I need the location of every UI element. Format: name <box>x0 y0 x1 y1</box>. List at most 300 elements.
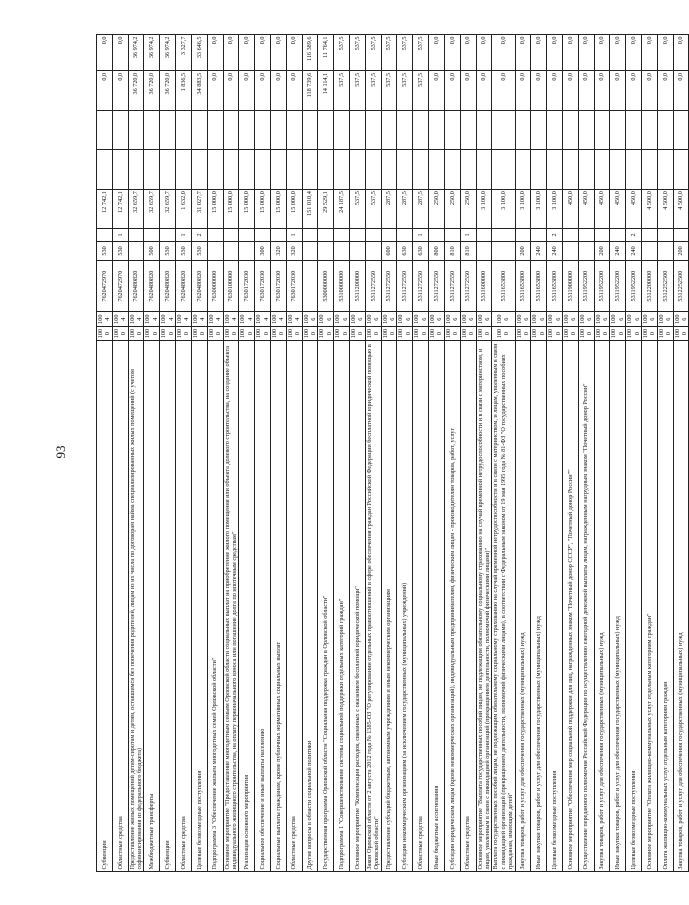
section-code-cell: 1000 <box>594 327 610 341</box>
row-name-cell: Социальное обеспечение и иные выплаты населению <box>255 341 271 872</box>
target-article-code-cell: 5311600000 <box>476 261 492 312</box>
value-3-cell <box>207 110 223 149</box>
value-5-cell: 116 389,6 <box>302 35 318 71</box>
funding-code-cell: 1 <box>413 229 429 242</box>
value-2-cell <box>562 150 578 189</box>
value-2-cell <box>223 150 239 189</box>
value-4-cell: 34 883,5 <box>191 71 207 110</box>
value-4-cell: 537,5 <box>413 71 429 110</box>
target-article-code-cell: 5311272550 <box>381 261 397 312</box>
value-3-cell <box>239 110 255 149</box>
expense-type-code-cell <box>642 241 658 260</box>
section-code-cell: 1000 <box>515 327 531 341</box>
value-5-cell: 36 974,2 <box>160 35 176 71</box>
section-code-cell: 1000 <box>562 327 578 341</box>
funding-code-cell: 2 <box>191 229 207 242</box>
value-1-cell: 3 100,0 <box>547 189 563 228</box>
value-5-cell: 0,0 <box>444 35 460 71</box>
table-row <box>365 35 381 872</box>
section-code-cell: 1000 <box>429 327 445 341</box>
value-2-cell <box>610 150 626 189</box>
value-5-cell: 0,0 <box>610 35 626 71</box>
row-name-cell: Целевые безвозмездные поступления <box>626 341 642 872</box>
expense-type-code-cell: 810 <box>460 241 476 260</box>
row-name-cell: Межбюджетные трансферты <box>144 341 160 872</box>
row-name-cell: Подпрограмма 3 "Обеспечение жильем многодетных семей Орловской области" <box>207 341 223 872</box>
value-3-cell <box>255 110 271 149</box>
value-3-cell <box>112 110 128 149</box>
value-5-cell: 0,0 <box>429 35 445 71</box>
subsection-code-cell: 1006 <box>381 312 397 327</box>
value-2-cell <box>460 150 476 189</box>
section-code-cell: 1000 <box>128 327 144 341</box>
value-2-cell <box>531 150 547 189</box>
value-3-cell <box>397 110 413 149</box>
value-4-cell: 0,0 <box>239 71 255 110</box>
value-3-cell <box>626 110 642 149</box>
funding-code-cell <box>381 229 397 242</box>
budget-table <box>96 34 689 872</box>
value-4-cell: 0,0 <box>112 71 128 110</box>
value-2-cell <box>642 150 658 189</box>
value-2-cell <box>547 150 563 189</box>
expense-type-code-cell: 530 <box>191 241 207 260</box>
value-1-cell: 450,0 <box>610 189 626 228</box>
target-article-code-cell: 5311653800 <box>531 261 547 312</box>
expense-type-code-cell <box>223 241 239 260</box>
target-article-code-cell: 5312200000 <box>642 261 658 312</box>
section-code-cell: 1000 <box>460 327 476 341</box>
table-row <box>626 35 642 872</box>
table-row <box>191 35 207 872</box>
subsection-code-cell: 1006 <box>444 312 460 327</box>
value-4-cell: 0,0 <box>673 71 689 110</box>
expense-type-code-cell: 600 <box>381 241 397 260</box>
table-row <box>642 35 658 872</box>
table-body <box>97 35 689 872</box>
value-4-cell: 537,5 <box>381 71 397 110</box>
value-3-cell <box>578 110 594 149</box>
expense-type-code-cell: 530 <box>176 241 192 260</box>
value-4-cell: 537,5 <box>334 71 350 110</box>
table-row <box>460 35 476 872</box>
target-article-code-cell: 5311952200 <box>610 261 626 312</box>
value-5-cell: 537,5 <box>365 35 381 71</box>
table-row <box>610 35 626 872</box>
section-code-cell: 1000 <box>492 327 515 341</box>
target-article-code-cell: 5311272550 <box>365 261 381 312</box>
value-3-cell <box>515 110 531 149</box>
value-2-cell <box>657 150 673 189</box>
value-5-cell: 537,5 <box>413 35 429 71</box>
value-1-cell: 15 000,0 <box>239 189 255 228</box>
target-article-code-cell: 7630172030 <box>270 261 286 312</box>
subsection-code-cell: 1006 <box>578 312 594 327</box>
row-name-cell: Субсидии юридическим лицам (кроме некоммерческих организаций), индивидуальным предпринимателям, физическим лицам - производителям товаров, работ, услуг <box>444 341 460 872</box>
value-1-cell: 287,5 <box>397 189 413 228</box>
value-2-cell <box>594 150 610 189</box>
value-5-cell: 0,0 <box>286 35 302 71</box>
subsection-code-cell: 1006 <box>626 312 642 327</box>
target-article-code-cell: 5311952200 <box>626 261 642 312</box>
expense-type-code-cell: 530 <box>97 241 113 260</box>
value-2-cell <box>350 150 366 189</box>
funding-code-cell <box>144 229 160 242</box>
value-2-cell <box>578 150 594 189</box>
section-code-cell: 1000 <box>642 327 658 341</box>
subsection-code-cell: 1006 <box>610 312 626 327</box>
value-3-cell <box>610 110 626 149</box>
subsection-code-cell: 1006 <box>476 312 492 327</box>
target-article-code-cell: 5311653800 <box>492 261 515 312</box>
value-1-cell: 12 742,1 <box>97 189 113 228</box>
value-4-cell: 36 720,0 <box>144 71 160 110</box>
subsection-code-cell: 1006 <box>492 312 515 327</box>
table-row <box>492 35 515 872</box>
section-code-cell: 1000 <box>112 327 128 341</box>
row-name-cell: Закон Орловской области от 2 августа 2012 года № 1385-ОЗ "О регулировании отдельных правоотношений в сфере обеспечения граждан Российской Федерации бесплатной юридической помощью в Орловской области" <box>365 341 381 872</box>
table-row <box>476 35 492 872</box>
section-code-cell: 1000 <box>657 327 673 341</box>
value-2-cell <box>334 150 350 189</box>
funding-code-cell <box>562 229 578 242</box>
value-5-cell: 36 974,2 <box>144 35 160 71</box>
target-article-code-cell: 5300000000 <box>318 261 334 312</box>
section-code-cell: 1000 <box>97 327 113 341</box>
value-4-cell: 0,0 <box>610 71 626 110</box>
value-3-cell <box>531 110 547 149</box>
target-article-code-cell: 7620480820 <box>176 261 192 312</box>
subsection-code-cell: 1004 <box>176 312 192 327</box>
row-name-cell: Другие вопросы в области социальной политики <box>302 341 318 872</box>
funding-code-cell: 2 <box>626 229 642 242</box>
table-row <box>112 35 128 872</box>
target-article-code-cell: 7630000000 <box>207 261 223 312</box>
subsection-code-cell: 1006 <box>365 312 381 327</box>
expense-type-code-cell: 240 <box>547 241 563 260</box>
subsection-code-cell: 1004 <box>97 312 113 327</box>
value-1-cell: 4 500,0 <box>657 189 673 228</box>
section-code-cell: 1000 <box>476 327 492 341</box>
value-4-cell: 0,0 <box>223 71 239 110</box>
value-1-cell: 24 187,5 <box>334 189 350 228</box>
value-5-cell: 0,0 <box>255 35 271 71</box>
funding-code-cell <box>350 229 366 242</box>
row-name-cell: Предоставление субсидий бюджетным, автономным учреждениям и иным некоммерческим организациям <box>381 341 397 872</box>
value-4-cell: 0,0 <box>444 71 460 110</box>
expense-type-code-cell <box>365 241 381 260</box>
value-3-cell <box>334 110 350 149</box>
subsection-code-cell: 1006 <box>413 312 429 327</box>
section-code-cell: 1000 <box>365 327 381 341</box>
expense-type-code-cell: 200 <box>673 241 689 260</box>
value-3-cell <box>365 110 381 149</box>
subsection-code-cell: 1004 <box>270 312 286 327</box>
expense-type-code-cell <box>476 241 492 260</box>
row-name-cell: Предоставление жилых помещений детям-сиротам и детям, оставшимся без попечения родителей, лицам из их числа по договорам найма специализированных жилых помещений (с учетом софинансирования из федерального бюджета) <box>128 341 144 872</box>
value-5-cell: 0,0 <box>547 35 563 71</box>
funding-code-cell <box>515 229 531 242</box>
subsection-code-cell: 1006 <box>673 312 689 327</box>
value-1-cell: 287,5 <box>381 189 397 228</box>
funding-code-cell <box>223 229 239 242</box>
value-3-cell <box>594 110 610 149</box>
value-1-cell: 1 632,0 <box>176 189 192 228</box>
table-row <box>160 35 176 872</box>
value-3-cell <box>547 110 563 149</box>
subsection-code-cell: 1004 <box>207 312 223 327</box>
value-1-cell: 4 500,0 <box>673 189 689 228</box>
row-name-cell: Основное мероприятие "Предоставление многодетным семьям Орловской области социальных выплат на приобретение жилого помещения или объекта долевого строительства, на создание объекта индивидуального жилищного строительства, на оплату первоначального взноса или погашение долга по ипотечным средствам" <box>223 341 239 872</box>
row-name-cell: Подпрограмма 1 "Совершенствование системы социальной поддержки отдельных категорий граждан" <box>334 341 350 872</box>
table-row <box>223 35 239 872</box>
value-5-cell: 0,0 <box>642 35 658 71</box>
value-5-cell: 0,0 <box>460 35 476 71</box>
table-row <box>381 35 397 872</box>
value-3-cell <box>144 110 160 149</box>
value-4-cell: 0,0 <box>515 71 531 110</box>
value-5-cell: 11 764,1 <box>318 35 334 71</box>
table-row <box>350 35 366 872</box>
expense-type-code-cell <box>657 241 673 260</box>
target-article-code-cell: 7620480820 <box>160 261 176 312</box>
value-2-cell <box>302 150 318 189</box>
value-5-cell: 0,0 <box>657 35 673 71</box>
section-code-cell: 1000 <box>207 327 223 341</box>
target-article-code-cell: 7620480820 <box>191 261 207 312</box>
section-code-cell: 1000 <box>334 327 350 341</box>
table-row <box>578 35 594 872</box>
row-name-cell: Областные средства <box>460 341 476 872</box>
value-2-cell <box>365 150 381 189</box>
expense-type-code-cell: 630 <box>397 241 413 260</box>
subsection-code-cell: 1004 <box>112 312 128 327</box>
value-1-cell: 537,5 <box>350 189 366 228</box>
subsection-code-cell: 1004 <box>160 312 176 327</box>
value-1-cell: 450,0 <box>578 189 594 228</box>
value-4-cell: 537,5 <box>350 71 366 110</box>
value-1-cell: 450,0 <box>594 189 610 228</box>
value-3-cell <box>444 110 460 149</box>
value-1-cell: 537,5 <box>365 189 381 228</box>
section-code-cell: 1000 <box>626 327 642 341</box>
row-name-cell: Иные закупки товаров, работ и услуг для обеспечения государственных (муниципальных) нужд <box>610 341 626 872</box>
value-1-cell: 12 742,1 <box>112 189 128 228</box>
target-article-code-cell: 5311952200 <box>578 261 594 312</box>
value-5-cell: 0,0 <box>239 35 255 71</box>
table-row <box>207 35 223 872</box>
funding-code-cell <box>492 229 515 242</box>
value-2-cell <box>492 150 515 189</box>
value-3-cell <box>97 110 113 149</box>
subsection-code-cell: 1006 <box>547 312 563 327</box>
subsection-code-cell: 1004 <box>255 312 271 327</box>
value-5-cell: 537,5 <box>334 35 350 71</box>
value-3-cell <box>381 110 397 149</box>
page-number: 93 <box>53 445 68 459</box>
expense-type-code-cell: 320 <box>270 241 286 260</box>
row-name-cell: Оплата жилищно-коммунальных услуг отдельным категориям граждан <box>657 341 673 872</box>
expense-type-code-cell: 810 <box>444 241 460 260</box>
funding-code-cell <box>610 229 626 242</box>
value-4-cell: 36 720,0 <box>128 71 144 110</box>
funding-code-cell: 2 <box>547 229 563 242</box>
value-5-cell: 0,0 <box>515 35 531 71</box>
funding-code-cell <box>429 229 445 242</box>
funding-code-cell <box>673 229 689 242</box>
funding-code-cell <box>594 229 610 242</box>
value-4-cell: 537,5 <box>365 71 381 110</box>
funding-code-cell: 1 <box>286 229 302 242</box>
table-row <box>657 35 673 872</box>
value-2-cell <box>270 150 286 189</box>
value-1-cell: 4 500,0 <box>642 189 658 228</box>
target-article-code-cell: 7630172030 <box>286 261 302 312</box>
value-5-cell: 0,0 <box>578 35 594 71</box>
expense-type-code-cell <box>302 241 318 260</box>
table-row <box>176 35 192 872</box>
value-5-cell: 3 327,7 <box>176 35 192 71</box>
value-5-cell: 0,0 <box>270 35 286 71</box>
value-1-cell: 32 659,7 <box>128 189 144 228</box>
table-row <box>413 35 429 872</box>
table-row <box>547 35 563 872</box>
value-4-cell: 0,0 <box>626 71 642 110</box>
table-row <box>429 35 445 872</box>
table-row <box>594 35 610 872</box>
value-4-cell: 0,0 <box>270 71 286 110</box>
funding-code-cell: 1 <box>460 229 476 242</box>
section-code-cell: 1000 <box>191 327 207 341</box>
expense-type-code-cell <box>128 241 144 260</box>
value-1-cell: 32 659,7 <box>144 189 160 228</box>
expense-type-code-cell <box>207 241 223 260</box>
funding-code-cell <box>97 229 113 242</box>
row-name-cell: Осуществление переданного полномочия Российской Федерации по осуществлению ежегодной денежной выплаты лицам, награжденным нагрудным знаком "Почетный донор России" <box>578 341 594 872</box>
table-row <box>562 35 578 872</box>
table-row <box>239 35 255 872</box>
expense-type-code-cell: 240 <box>610 241 626 260</box>
table-row <box>128 35 144 872</box>
target-article-code-cell: 5311900000 <box>562 261 578 312</box>
funding-code-cell: 1 <box>112 229 128 242</box>
value-5-cell: 537,5 <box>381 35 397 71</box>
expense-type-code-cell: 200 <box>594 241 610 260</box>
funding-code-cell <box>365 229 381 242</box>
target-article-code-cell: 7630100000 <box>223 261 239 312</box>
section-code-cell: 1000 <box>286 327 302 341</box>
value-5-cell: 0,0 <box>207 35 223 71</box>
subsection-code-cell: 1004 <box>144 312 160 327</box>
row-name-cell: Основное мероприятие "Оплата жилищно-коммунальных услуг отдельным категориям граждан" <box>642 341 658 872</box>
funding-code-cell <box>657 229 673 242</box>
value-3-cell <box>673 110 689 149</box>
row-name-cell: Закупка товаров, работ и услуг для обеспечения государственных (муниципальных) нужд <box>515 341 531 872</box>
expense-type-code-cell <box>318 241 334 260</box>
target-article-code-cell: 5311272550 <box>460 261 476 312</box>
value-3-cell <box>657 110 673 149</box>
table-row <box>97 35 113 872</box>
value-2-cell <box>429 150 445 189</box>
target-article-code-cell: 5312252500 <box>657 261 673 312</box>
value-2-cell <box>397 150 413 189</box>
row-name-cell: Основное мероприятие "Компенсация расходов, связанных с оказанием бесплатной юридической помощи" <box>350 341 366 872</box>
value-5-cell: 0,0 <box>531 35 547 71</box>
subsection-code-cell: 1006 <box>302 312 318 327</box>
value-4-cell: 0,0 <box>476 71 492 110</box>
value-4-cell: 1 836,5 <box>176 71 192 110</box>
section-code-cell: 1000 <box>547 327 563 341</box>
section-code-cell: 1000 <box>255 327 271 341</box>
value-4-cell: 0,0 <box>492 71 515 110</box>
target-article-code-cell: 5311200000 <box>350 261 366 312</box>
value-2-cell <box>207 150 223 189</box>
value-1-cell: 450,0 <box>626 189 642 228</box>
value-4-cell: 0,0 <box>286 71 302 110</box>
value-4-cell: 0,0 <box>460 71 476 110</box>
target-article-code-cell: 7630172030 <box>255 261 271 312</box>
funding-code-cell <box>318 229 334 242</box>
value-3-cell <box>350 110 366 149</box>
subsection-code-cell: 1006 <box>642 312 658 327</box>
subsection-code-cell: 1004 <box>286 312 302 327</box>
funding-code-cell <box>128 229 144 242</box>
expense-type-code-cell: 800 <box>429 241 445 260</box>
table-row <box>673 35 689 872</box>
value-3-cell <box>128 110 144 149</box>
table-row <box>334 35 350 872</box>
funding-code-cell <box>207 229 223 242</box>
value-4-cell: 118 739,6 <box>302 71 318 110</box>
row-name-cell: Закупка товаров, работ и услуг для обеспечения государственных (муниципальных) нужд <box>673 341 689 872</box>
table-row <box>397 35 413 872</box>
table-row <box>286 35 302 872</box>
value-3-cell <box>429 110 445 149</box>
target-article-code-cell: 5312252500 <box>673 261 689 312</box>
row-name-cell: Основное мероприятие "Обеспечение мер социальной поддержки для лиц, награжденных знаком "Почетный донор СССР", "Почетный донор России"" <box>562 341 578 872</box>
value-5-cell: 0,0 <box>97 35 113 71</box>
value-1-cell: 15 000,0 <box>207 189 223 228</box>
expense-type-code-cell <box>239 241 255 260</box>
value-2-cell <box>239 150 255 189</box>
value-5-cell: 0,0 <box>476 35 492 71</box>
value-3-cell <box>160 110 176 149</box>
section-code-cell: 1000 <box>444 327 460 341</box>
row-name-cell: Иные закупки товаров, работ и услуг для обеспечения государственных (муниципальных) нужд <box>531 341 547 872</box>
target-article-code-cell: 5311653800 <box>547 261 563 312</box>
value-2-cell <box>176 150 192 189</box>
subsection-code-cell: 1006 <box>594 312 610 327</box>
target-article-code-cell: 7620472970 <box>112 261 128 312</box>
value-4-cell: 0,0 <box>429 71 445 110</box>
value-4-cell: 0,0 <box>531 71 547 110</box>
target-article-code-cell: 5311272550 <box>413 261 429 312</box>
table-row <box>144 35 160 872</box>
subsection-code-cell: 1004 <box>223 312 239 327</box>
value-2-cell <box>160 150 176 189</box>
value-2-cell <box>112 150 128 189</box>
value-2-cell <box>515 150 531 189</box>
row-name-cell: Областные средства <box>413 341 429 872</box>
value-4-cell: 537,5 <box>397 71 413 110</box>
table-row <box>444 35 460 872</box>
value-4-cell: 0,0 <box>594 71 610 110</box>
value-1-cell: 15 000,0 <box>255 189 271 228</box>
target-article-code-cell: 5311653800 <box>515 261 531 312</box>
target-article-code-cell <box>302 261 318 312</box>
value-2-cell <box>476 150 492 189</box>
target-article-code-cell: 7630172030 <box>239 261 255 312</box>
